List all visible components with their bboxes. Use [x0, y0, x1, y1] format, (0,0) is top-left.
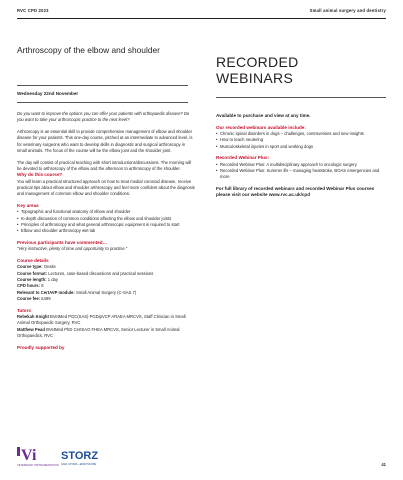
- why-heading: Why do this course?: [17, 172, 63, 178]
- storz-logo: [61, 450, 98, 466]
- sponsor-logos-svg: [17, 446, 137, 468]
- list-item: • In-depth discussion of common conditions affecting the elbow and shoulder joints: [17, 216, 195, 222]
- course-date: Wednesday 22nd November: [17, 91, 79, 96]
- list-item: • Principles of arthroscopy and what general arthroscopic equipment is required to start: [17, 222, 195, 228]
- supported-heading: Proudly supported by: [17, 344, 65, 350]
- header-right: Small animal surgery and dentistry: [309, 8, 386, 13]
- detail-row: Course length: 1 day: [17, 277, 58, 283]
- topics-list: [216, 131, 388, 150]
- why-text: You will learn a practical structured approach on how to treat medial coronoid disease, receive practical tips about elbow and shoulder arthroscopy and feel more confident about the diagnosis and management of common elbow and shoulder conditions.: [17, 178, 195, 197]
- para-1: Arthroscopy is an essential skill to provide comprehensive management of elbow and shoulder disease for your patients. This one-day course, pitched at an intermediate to advanced level, is for veterinary surgeons who want to develop skills in diagnostic and surgical arthroscopy in small animals. The focus of the course will be the elbow joint and the shoulder joint.: [17, 129, 193, 153]
- list-item: • Elbow and shoulder arthroscopy wet lab: [17, 228, 195, 234]
- list-item: • Recorded Webinar Plus: Summer ills – managing heatstroke, BOAS emergencies and more: [216, 168, 388, 181]
- svg-text:Vi: Vi: [21, 447, 37, 464]
- svg-text:KARL STORZ—ENDOSKOPE: KARL STORZ—ENDOSKOPE: [61, 463, 97, 466]
- header-rule: [17, 18, 386, 19]
- tutors-heading: Tutors: [17, 307, 31, 313]
- list-item: • How to teach neutering: [216, 137, 388, 143]
- detail-row: Course type: Onsite: [17, 264, 56, 270]
- topics-heading: Our recorded webinars available include:: [216, 124, 306, 130]
- list-item: • Topographic and functional anatomy of elbow and shoulder: [17, 209, 195, 215]
- key-areas-heading: Key areas: [17, 203, 39, 209]
- vi-logo: [17, 447, 59, 467]
- page-number: 41: [381, 462, 386, 467]
- detail-row: Relevant to CertAVP module: Small Animal Surgery (C-SAS.7): [17, 289, 137, 295]
- previous-heading: Previous participants have commented…: [17, 240, 108, 246]
- detail-row: Course format: Lectures, case-based discussions and practical sessions: [17, 270, 154, 276]
- list-item: • Recorded Webinar Plus: A multidisciplinary approach to oncologic surgery: [216, 162, 388, 168]
- detail-row: CPD hours: 6: [17, 283, 44, 289]
- intro-text: Do you want to improve the options you can offer your patients with orthopaedic disease? Do you want to take your arthroscopic practice to the next level?: [17, 111, 190, 123]
- svg-text:VETERINARY INSTRUMENTATION: VETERINARY INSTRUMENTATION: [17, 464, 59, 467]
- list-item: • Chronic spinal disorders in dogs – challenges, controversies and new insights: [216, 131, 388, 137]
- right-divider: [216, 97, 386, 98]
- list-item: • Musculoskeletal injuries in sport and working dogs: [216, 144, 388, 150]
- plus-list: [216, 162, 388, 181]
- right-column: [216, 113, 388, 199]
- course-details-heading: Course details: [17, 258, 49, 264]
- left-divider: [17, 85, 188, 86]
- availability-text: Available to purchase and view at any time.: [216, 113, 311, 118]
- plus-heading: Recorded Webinar Plus:: [216, 155, 270, 161]
- left-column: [17, 111, 195, 351]
- detail-row: Course fee: £499: [17, 295, 51, 301]
- header-left: RVC CPD 2023: [17, 8, 49, 13]
- course-title: Arthroscopy of the elbow and shoulder: [17, 45, 160, 55]
- library-text: For full library of recorded webinars and recorded Webinar Plus courses please visit our website www.rvc.ac.uk/cpd: [216, 186, 375, 198]
- tutor-entry: Matthew Pead BVetMed PhD CertSAO FHEA MRCVS, Senior Lecturer in Small Animal Orthopaedics, RVC: [17, 326, 180, 338]
- para-2: The day will consist of practical teaching with short introductions/discussions. The morning will be devoted to arthroscopy of the elbow and the afternoon to arthroscopy of the shoulder.: [17, 159, 192, 172]
- key-areas-list: [17, 209, 195, 234]
- sponsor-logos: [17, 446, 137, 468]
- testimonial-quote: “Very instructive, plenty of time and opportunity to practise.”: [17, 246, 128, 252]
- recorded-webinars-title: RECORDED WEBINARS: [216, 54, 299, 86]
- tutor-entry: Rebekah Knight BVetMed PGC(SAS) PGDipVCP ARAEA MRCVS, Staff Clinician in Small Animal Orthopaedic Surgery, RVC: [17, 314, 186, 326]
- left-divider-2: [17, 102, 188, 103]
- svg-text:STORZ: STORZ: [61, 450, 99, 462]
